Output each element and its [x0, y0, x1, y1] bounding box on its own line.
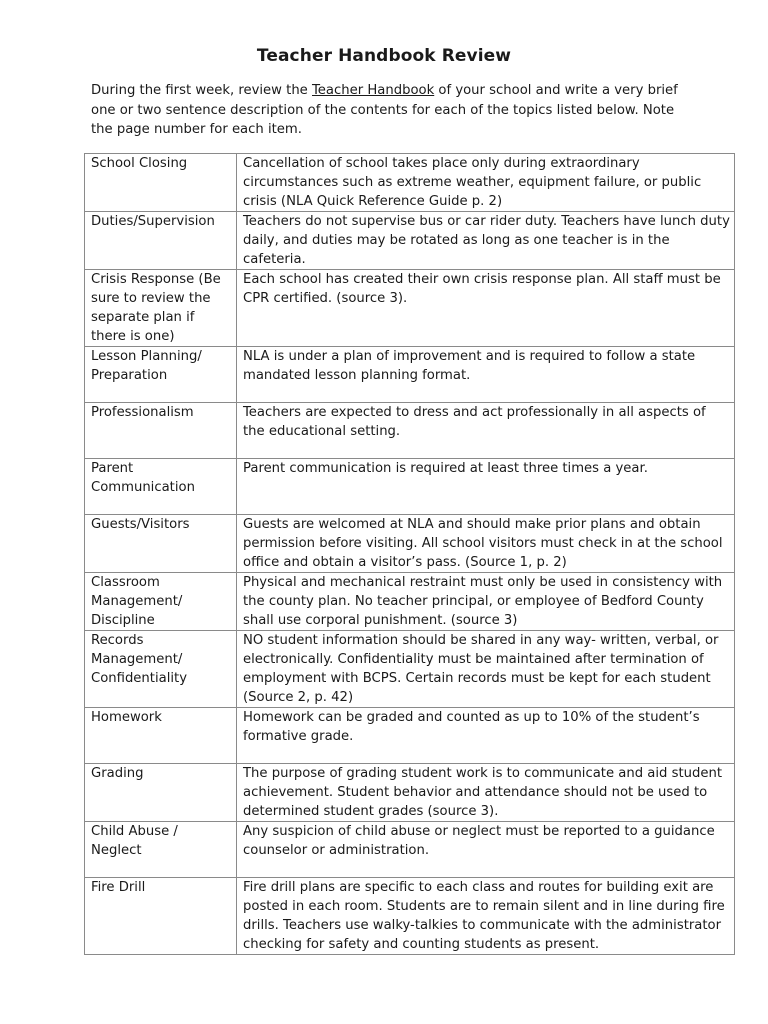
topic-cell: Fire Drill [85, 878, 237, 955]
table-row [85, 515, 735, 573]
intro-text-before: During the first week, review the [91, 83, 312, 98]
description-cell: Teachers do not supervise bus or car rider duty. Teachers have lunch duty daily, and duties may be rotated as long as one teacher is in the cafeteria. [237, 212, 735, 270]
table-row [85, 212, 735, 270]
table-row [85, 270, 735, 347]
intro-text-after: of your school and write a very brief one or two sentence description of the contents for each of the topics listed below. Note the page number for each item. [91, 83, 678, 137]
topic-cell: School Closing [85, 154, 237, 212]
description-cell: NO student information should be shared in any way- written, verbal, or electronically. Confidentiality must be maintained after termination of employment with BCPS. Certain records must be kept for each student (Source 2, p. 42) [237, 631, 735, 708]
topic-cell: Duties/Supervision [85, 212, 237, 270]
topic-cell: Professionalism [85, 403, 237, 459]
description-cell: Physical and mechanical restraint must only be used in consistency with the county plan. No teacher principal, or employee of Bedford County shall use corporal punishment. (source 3) [237, 573, 735, 631]
topic-cell: Records Management/ Confidentiality [85, 631, 237, 708]
table-row [85, 631, 735, 708]
description-cell: NLA is under a plan of improvement and is required to follow a state mandated lesson planning format. [237, 347, 735, 403]
table-row [85, 822, 735, 878]
intro-paragraph [91, 81, 691, 140]
teacher-handbook-link: Teacher Handbook [312, 83, 435, 98]
description-cell: The purpose of grading student work is to communicate and aid student achievement. Student behavior and attendance should not be used to determined student grades (source 3). [237, 764, 735, 822]
description-cell: Guests are welcomed at NLA and should make prior plans and obtain permission before visiting. All school visitors must check in at the school office and obtain a visitor’s pass. (Source 1, p. 2) [237, 515, 735, 573]
table-row [85, 459, 735, 515]
description-cell: Parent communication is required at least three times a year. [237, 459, 735, 515]
table-row [85, 347, 735, 403]
table-row [85, 573, 735, 631]
topic-cell: Classroom Management/ Discipline [85, 573, 237, 631]
topics-table [84, 153, 735, 955]
topic-cell: Guests/Visitors [85, 515, 237, 573]
topic-cell: Crisis Response (Be sure to review the separate plan if there is one) [85, 270, 237, 347]
page-title: Teacher Handbook Review [256, 46, 512, 66]
topic-cell: Homework [85, 708, 237, 764]
description-cell: Any suspicion of child abuse or neglect must be reported to a guidance counselor or administration. [237, 822, 735, 878]
table-row [85, 403, 735, 459]
table-row [85, 708, 735, 764]
description-cell: Fire drill plans are specific to each class and routes for building exit are posted in each room. Students are to remain silent and in line during fire drills. Teachers use walky-talkies to communicate with the administrator checking for safety and counting students as present. [237, 878, 735, 955]
description-cell: Each school has created their own crisis response plan. All staff must be CPR certified. (source 3). [237, 270, 735, 347]
topic-cell: Child Abuse / Neglect [85, 822, 237, 878]
table-row [85, 764, 735, 822]
table-row [85, 154, 735, 212]
topic-cell: Parent Communication [85, 459, 237, 515]
description-cell: Homework can be graded and counted as up to 10% of the student’s formative grade. [237, 708, 735, 764]
description-cell: Teachers are expected to dress and act professionally in all aspects of the educational setting. [237, 403, 735, 459]
topic-cell: Grading [85, 764, 237, 822]
description-cell: Cancellation of school takes place only during extraordinary circumstances such as extreme weather, equipment failure, or public crisis (NLA Quick Reference Guide p. 2) [237, 154, 735, 212]
table-row [85, 878, 735, 955]
topic-cell: Lesson Planning/ Preparation [85, 347, 237, 403]
